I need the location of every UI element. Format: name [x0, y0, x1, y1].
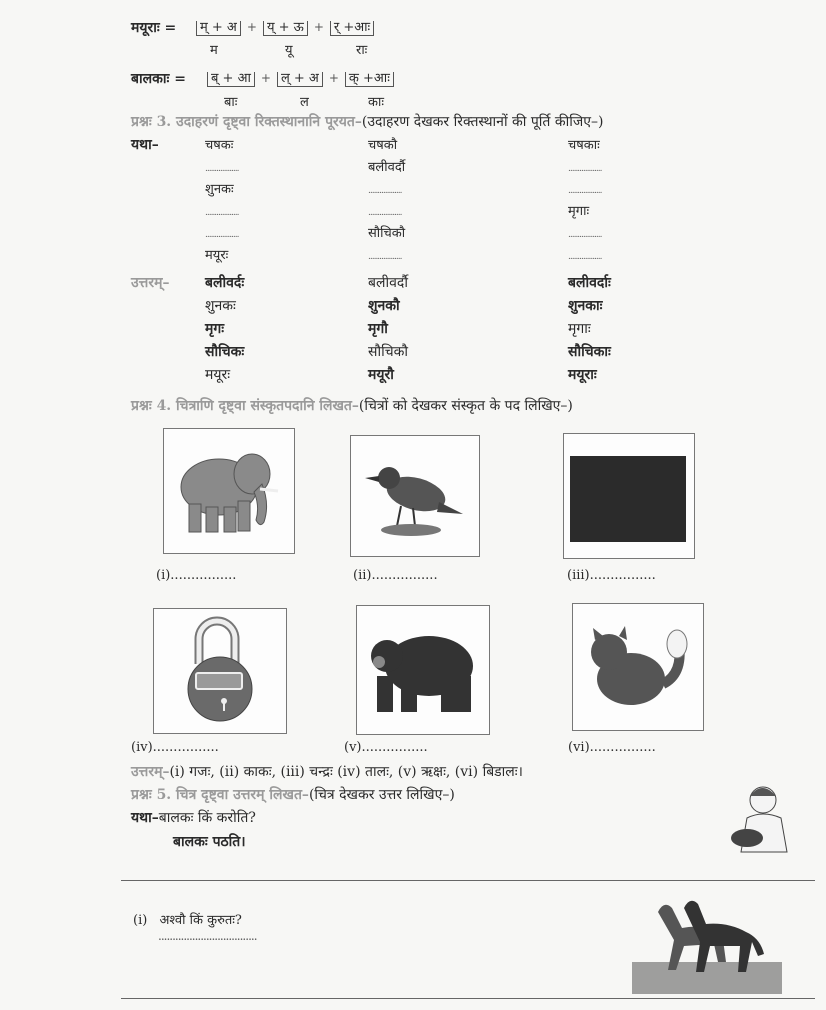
split-result: यू [285, 43, 293, 58]
q5-example-question: बालकः किं करोति? [158, 810, 256, 826]
split-parts-2: ब् + आ + ल् + अ + क् +आः [207, 67, 394, 87]
split-part: ल् + अ [277, 72, 323, 87]
split-result: ल [300, 95, 309, 110]
bear-image [356, 605, 490, 735]
q3-answer-cell: मृगौ [368, 321, 388, 337]
q3-answer-cell: बलीवर्दौ [368, 275, 408, 291]
q4-heading-line [131, 396, 573, 415]
q5-heading: प्रश्नः 5. चित्र दृष्ट्वा उत्तरम् लिखत– [131, 787, 309, 803]
q3-answer-cell: सौचिकः [205, 344, 245, 360]
q3-answer-cell: मयूरः [205, 367, 231, 383]
split-part: य् + ऊ [263, 21, 308, 36]
q3-answer-cell: सौचिकौ [368, 344, 408, 360]
moon-image [563, 433, 695, 559]
q4-picture-answer-blank[interactable]: (iv)................ [131, 740, 219, 755]
q5-item-question: अश्वौ किं कुरुतः? [159, 913, 242, 928]
boy-reading-image [725, 778, 795, 864]
divider-bottom [121, 998, 815, 999]
q4-answer-line [131, 762, 523, 781]
q3-answer-cell: सौचिकाः [568, 344, 611, 360]
split-parts-1: म् + अ + य् + ऊ + र् +आः [196, 16, 374, 36]
q5-item-number: (i) [133, 913, 148, 928]
q4-picture-answer-blank[interactable]: (i)................ [156, 568, 237, 583]
q5-heading-line [131, 785, 455, 804]
q3-cell: चषकौ [368, 138, 398, 153]
q3-answer-cell: शुनकः [205, 298, 236, 314]
q5-example-answer: बालकः पठति। [173, 834, 246, 850]
q3-heading: प्रश्नः 3. उदाहरणं दृष्ट्वा रिक्तस्थानानि पूरयत– [131, 114, 362, 130]
split-result: बाः [224, 95, 238, 110]
night-sky [570, 456, 686, 542]
q3-blank[interactable]: .................. [368, 208, 402, 218]
cat-image [572, 603, 704, 731]
q3-cell: बलीवर्दौ [368, 160, 406, 175]
split-part: क् +आः [345, 72, 394, 87]
q4-answer-label: उत्तरम्– [131, 764, 170, 780]
q4-picture-answer-blank[interactable]: (vi)................ [568, 740, 656, 755]
split-part: र् +आः [330, 21, 374, 36]
q3-blank[interactable]: .................. [568, 252, 602, 262]
split-result: म [210, 43, 218, 58]
split-part: ब् + आ [207, 72, 255, 87]
q5-item [133, 910, 242, 928]
divider-top [121, 880, 815, 881]
split-result: राः [356, 43, 368, 58]
q3-heading-line [131, 112, 603, 131]
lock-image [153, 608, 287, 734]
horses-image [628, 892, 786, 996]
q3-hindi: (उदाहरण देखकर रिक्तस्थानों की पूर्ति कीजिए–) [361, 114, 604, 130]
elephant-image [163, 428, 295, 554]
q3-blank[interactable]: .................. [568, 230, 602, 240]
q3-cell: मयूरः [205, 248, 229, 263]
split-part: म् + अ [196, 21, 241, 36]
crow-image [350, 435, 480, 557]
q4-picture-answer-blank[interactable]: (ii)................ [353, 568, 438, 583]
q4-picture-answer-blank[interactable]: (v)................ [344, 740, 428, 755]
q5-example-label: यथा– [131, 810, 159, 826]
q5-example-line [131, 808, 256, 827]
q3-cell: चषकः [205, 138, 234, 153]
q4-hindi: (चित्रों को देखकर संस्कृत के पद लिखिए–) [358, 398, 573, 414]
q3-cell: चषकाः [568, 138, 600, 153]
q3-blank[interactable]: .................. [205, 164, 239, 174]
q3-answer-cell: मयूरौ [368, 367, 394, 383]
q3-answer-cell: शुनकौ [368, 298, 400, 314]
q3-blank[interactable]: .................. [568, 186, 602, 196]
q3-answer-cell: बलीवर्दाः [568, 275, 611, 291]
split-word-2: बालकाः = [131, 71, 186, 87]
q3-blank[interactable]: .................. [368, 252, 402, 262]
q3-blank[interactable]: .................. [368, 186, 402, 196]
q3-answer-cell: मयूराः [568, 367, 597, 383]
q3-answer-cell: मृगाः [568, 321, 591, 337]
q4-answer-text: (i) गजः, (ii) काकः, (iii) चन्द्रः (iv) तालः, (v) ऋक्षः, (vi) बिडालः। [169, 764, 523, 780]
q3-answer-cell: बलीवर्दः [205, 275, 245, 291]
q5-item-answer-blank[interactable]: ................................... [158, 929, 257, 943]
q3-cell: शुनकः [205, 182, 234, 197]
q4-picture-answer-blank[interactable]: (iii)................ [567, 568, 656, 583]
q3-blank[interactable]: .................. [568, 164, 602, 174]
q3-example-label: यथा– [131, 137, 159, 153]
q3-cell: सौचिकौ [368, 226, 406, 241]
q3-answer-cell: मृगः [205, 321, 225, 337]
q3-blank[interactable]: .................. [205, 230, 239, 240]
split-result: काः [368, 95, 384, 110]
q3-answer-label: उत्तरम्– [131, 275, 170, 291]
q3-cell: मृगाः [568, 204, 590, 219]
q5-hindi: (चित्र देखकर उत्तर लिखिए–) [308, 787, 455, 803]
q3-blank[interactable]: .................. [205, 208, 239, 218]
q3-answer-cell: शुनकाः [568, 298, 603, 314]
q4-heading: प्रश्नः 4. चित्राणि दृष्ट्वा संस्कृतपदानि लिखत– [131, 398, 359, 414]
split-word-1: मयूराः = [131, 20, 177, 36]
